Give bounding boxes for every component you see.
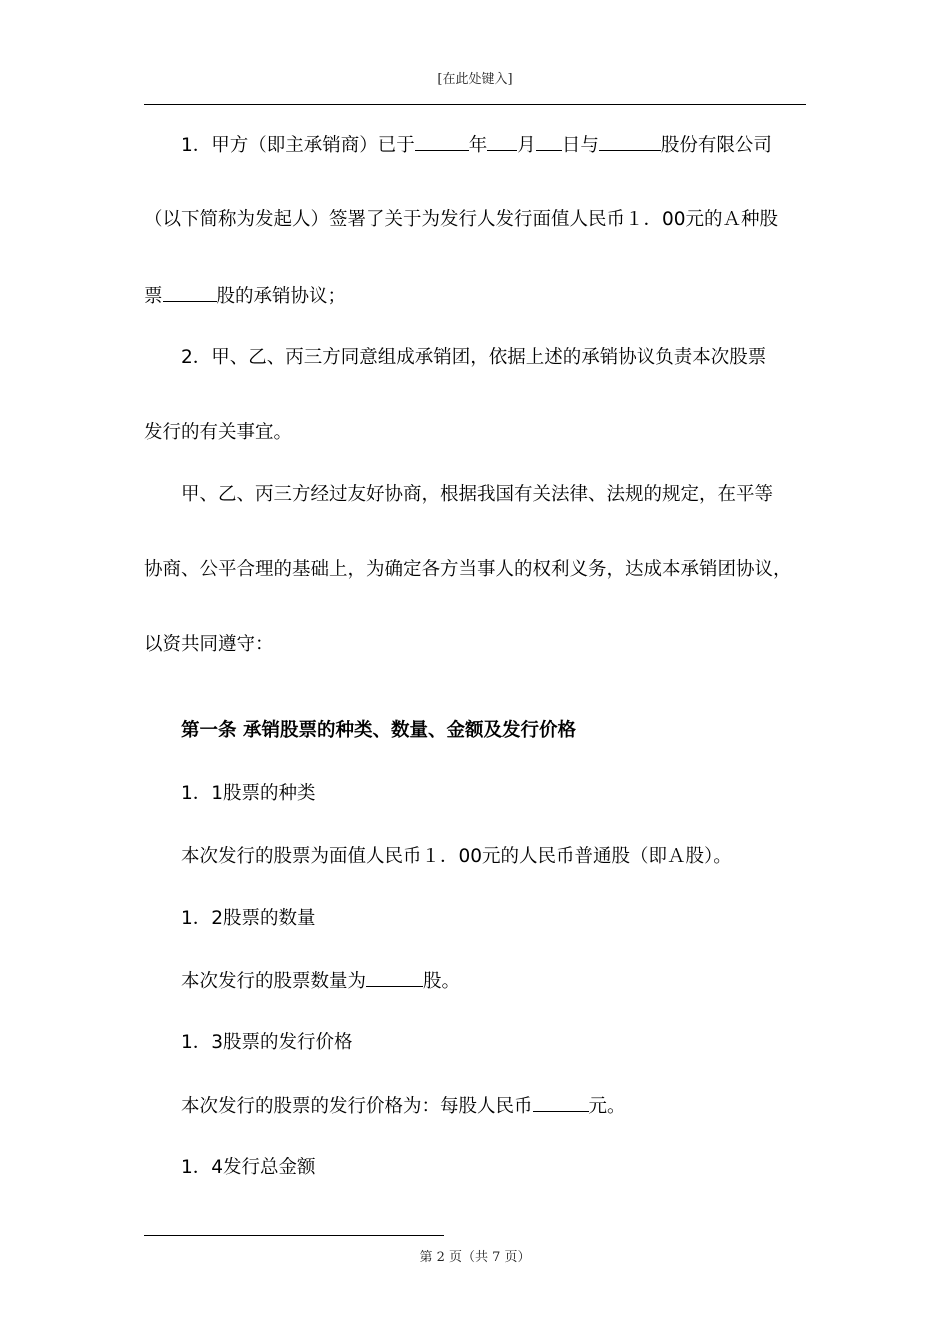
article1-heading: 第一条 承销股票的种类、数量、金额及发行价格 <box>181 720 576 741</box>
month-blank <box>487 132 517 151</box>
page-footer: 第 2 页（共 7 页） <box>419 1250 531 1265</box>
para2-line1: 2．甲、乙、丙三方同意组成承销团，依据上述的承销协议负责本次股票 <box>181 347 767 368</box>
para1-line2: （以下简称为发起人）签署了关于为发行人发行面值人民币１．00元的Ａ种股 <box>144 209 779 230</box>
para3-line2: 协商、公平合理的基础上，为确定各方当事人的权利义务，达成本承销团协议， <box>144 559 792 580</box>
para1-text-d: 日与 <box>561 135 599 156</box>
para1-text-b: 年 <box>468 135 488 156</box>
price-blank <box>533 1093 589 1112</box>
footer-divider <box>144 1235 444 1236</box>
para1-text-e: 股份有限公司 <box>660 135 772 156</box>
company-blank <box>599 132 661 151</box>
para3-line1: 甲、乙、丙三方经过友好协商，根据我国有关法律、法规的规定，在平等 <box>181 484 774 505</box>
section-1-2-text <box>181 968 861 995</box>
quantity-text-b: 股。 <box>423 971 461 992</box>
para2-line2: 发行的有关事宜。 <box>144 422 293 443</box>
section-1-2-title: 1．2股票的数量 <box>181 908 316 929</box>
quantity-blank <box>366 968 423 987</box>
section-1-1-text: 本次发行的股票为面值人民币１．00元的人民币普通股（即Ａ股）。 <box>181 846 732 867</box>
section-1-4-title: 1．4发行总金额 <box>181 1157 316 1178</box>
para1-line1 <box>181 132 861 159</box>
section-1-3-title: 1．3股票的发行价格 <box>181 1032 353 1053</box>
page-header: [在此处键入] <box>437 72 513 87</box>
price-text-a: 本次发行的股票的发行价格为：每股人民币 <box>181 1096 533 1117</box>
shares-blank <box>163 283 217 302</box>
para1-text-g: 股的承销协议； <box>216 286 347 307</box>
para1-text-c: 月 <box>517 135 536 156</box>
para1-line3 <box>144 283 824 310</box>
section-1-1-title: 1．1股票的种类 <box>181 783 316 804</box>
day-blank <box>536 132 562 151</box>
price-text-b: 元。 <box>588 1096 626 1117</box>
para1-text-a: 1．甲方（即主承销商）已于 <box>181 135 415 156</box>
section-1-3-text <box>181 1093 861 1120</box>
para3-line3: 以资共同遵守： <box>144 634 274 655</box>
year-blank <box>415 132 469 151</box>
para1-text-f: 票 <box>144 286 163 307</box>
header-divider <box>144 104 806 105</box>
quantity-text-a: 本次发行的股票数量为 <box>181 971 367 992</box>
